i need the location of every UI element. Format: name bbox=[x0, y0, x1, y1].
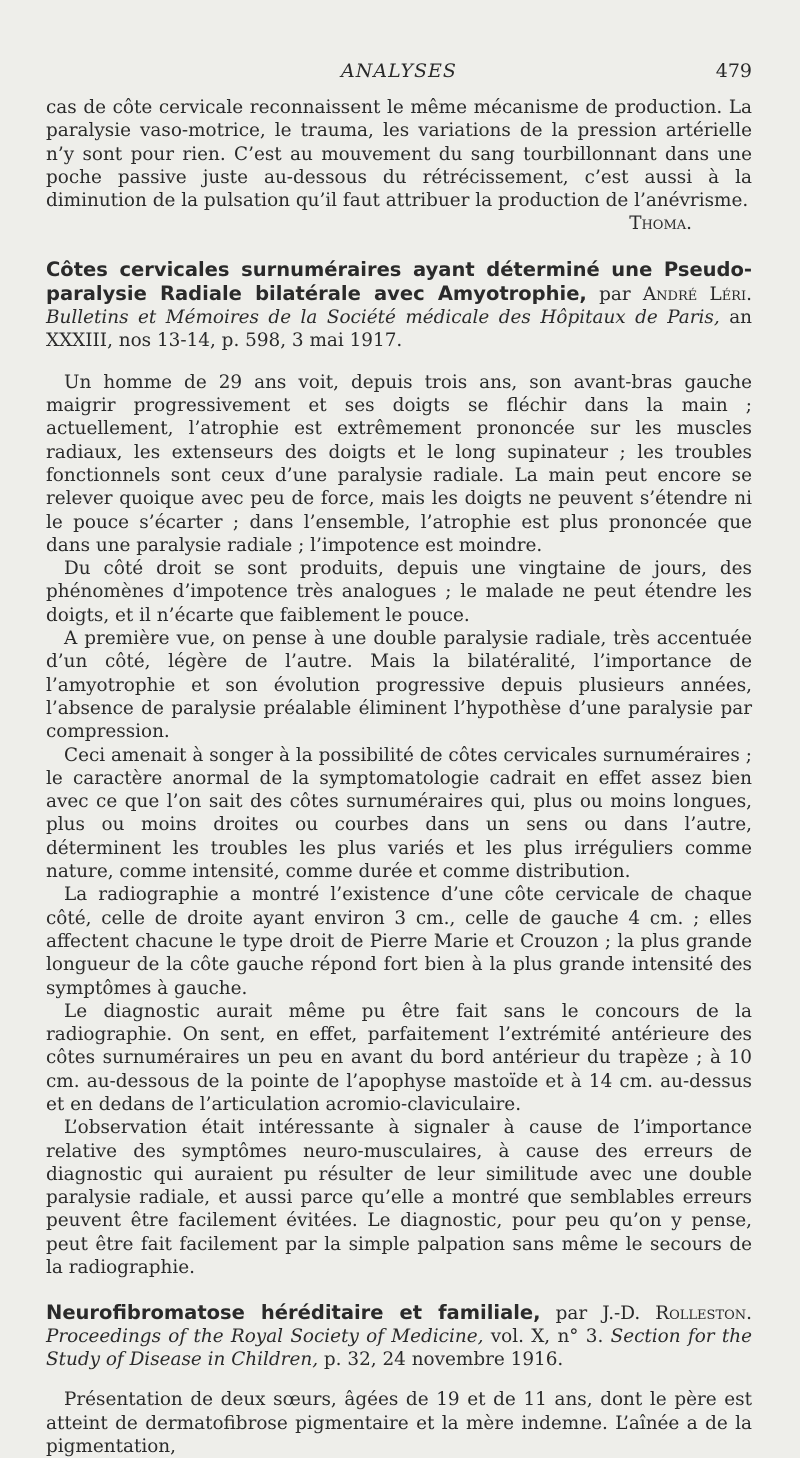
article1-paragraph: Un homme de 29 ans voit, depuis trois ans, son avant-bras gauche maigrir progressivement et ses doigts se fléchir dans la main ; actuellement, l’atrophie est extrêmement prononcée sur les muscles radiaux, les extenseurs des doigts et le long supinateur ; les troubles fonctionnels sont ceux d’une paralysie radiale. La main peut encore se relever quoique avec peu de force, mais les doigts ne peuvent s’étendre ni le pouce s’écarter ; dans l’ensemble, l’atrophie est plus prononcée que dans une paralysie radiale ; l’impotence est moindre. bbox=[46, 371, 752, 556]
article1-paragraph: A première vue, on pense à une double paralysie radiale, très accentuée d’un côté, légère de l’autre. Mais la bilatéralité, l’importance de l’amyotrophie et son évolution progressive depuis plusieurs années, l’absence de paralysie préalable éliminent l’hypothèse d’une paralysie par compression. bbox=[46, 628, 752, 743]
article2-section: Section for the Study of Disease in Children, bbox=[46, 1326, 752, 1371]
article1-paragraph: La radiographie a montré l’existence d’une côte cervicale de chaque côté, celle de droite ayant environ 3 cm., celle de gauche 4 cm. ; elles affectent chacune le type droit de Pierre Marie et Crouzon ; la plus grande longueur de la côte gauche répond fort bien à la plus grande intensité des symptômes à gauche. bbox=[46, 884, 752, 999]
page-number: 479 bbox=[715, 60, 752, 82]
article2-journal: Proceedings of the Royal Society of Medicine, bbox=[46, 1326, 484, 1348]
article1-paragraph: Ceci amenait à songer à la possibilité de côtes cervicales surnuméraires ; le caractère anormal de la symptomatologie cadrait en effet assez bien avec ce que l’on sait des côtes surnuméraires qui, plus ou moins longues, plus ou moins droites ou courbes dans un sens ou dans l’autre, déterminent les troubles les plus variés et les plus irréguliers comme nature, comme intensité, comme durée et comme distribution. bbox=[46, 744, 752, 883]
previous-article-continuation: cas de côte cervicale reconnaissent le même mécanisme de production. La paralysie vaso-motrice, le trauma, les variations de la pression artérielle n’y sont pour rien. C’est au mouvement du sang tourbillonnant dans une poche passive juste au-dessous du rétrécissement, c’est aussi à la diminution de la pulsation qu’il faut attribuer la production de l’anévrisme. bbox=[46, 97, 752, 212]
page-header bbox=[46, 60, 752, 90]
article1-journal: Bulletins et Mémoires de la Société médicale des Hôpitaux de Paris, bbox=[46, 306, 720, 328]
article1-citation: an XXXIII, nos 13-14, p. 598, 3 mai 1917. bbox=[46, 306, 752, 351]
previous-article-signature bbox=[46, 212, 752, 235]
article2-par: par bbox=[555, 1303, 588, 1325]
article2-citation-date: p. 32, 24 novembre 1916. bbox=[323, 1349, 564, 1371]
article1-paragraph: Du côté droit se sont produits, depuis une vingtaine de jours, des phénomènes d’impotence très analogues ; le malade ne peut étendre les doigts, et il n’écarte que faiblement le pouce. bbox=[46, 558, 752, 626]
running-title: ANALYSES bbox=[341, 60, 457, 82]
article1-paragraph: Le diagnostic aurait même pu être fait sans le concours de la radiographie. On sent, en effet, parfaitement l’extrémité antérieure des côtes surnuméraires un peu en avant du bord antérieur du trapèze ; à 10 cm. au-dessous de la pointe de l’apophyse mastoïde et à 14 cm. au-dessus et en dedans de l’articulation acromio-claviculaire. bbox=[46, 1000, 752, 1115]
signature-name: Thoma. bbox=[629, 213, 692, 235]
article1-heading bbox=[46, 258, 752, 352]
article2-paragraph: Présentation de deux sœurs, âgées de 19 et de 11 ans, dont le père est atteint de dermatofibrose pigmentaire et la mère indemne. L’aînée a de la pigmentation, bbox=[46, 1389, 752, 1457]
article2-author: J.-D. Rolleston. bbox=[602, 1303, 752, 1325]
article2-title: Neurofibromatose héréditaire et familiale, bbox=[46, 1301, 541, 1325]
page-body bbox=[46, 96, 752, 1458]
article2-citation-volume: vol. X, n° 3. bbox=[490, 1326, 604, 1348]
article1-title: Côtes cervicales surnuméraires ayant déterminé une Pseudo-paralysie Radiale bilatérale avec Amyotrophie, bbox=[46, 257, 752, 305]
article1-par: par bbox=[599, 283, 631, 305]
article1-author: André Léri. bbox=[642, 283, 752, 305]
article1-paragraph: L’observation était intéressante à signaler à cause de l’importance relative des symptômes neuro-musculaires, à cause des erreurs de diagnostic qui auraient pu résulter de leur similitude avec une double paralysie radiale, et aussi parce qu’elle a montré que semblables erreurs peuvent être facilement évitées. Le diagnostic, pour peu qu’on y pense, peut être fait facilement par la simple palpation sans même le secours de la radiographie. bbox=[46, 1117, 752, 1279]
article2-heading bbox=[46, 1301, 752, 1371]
